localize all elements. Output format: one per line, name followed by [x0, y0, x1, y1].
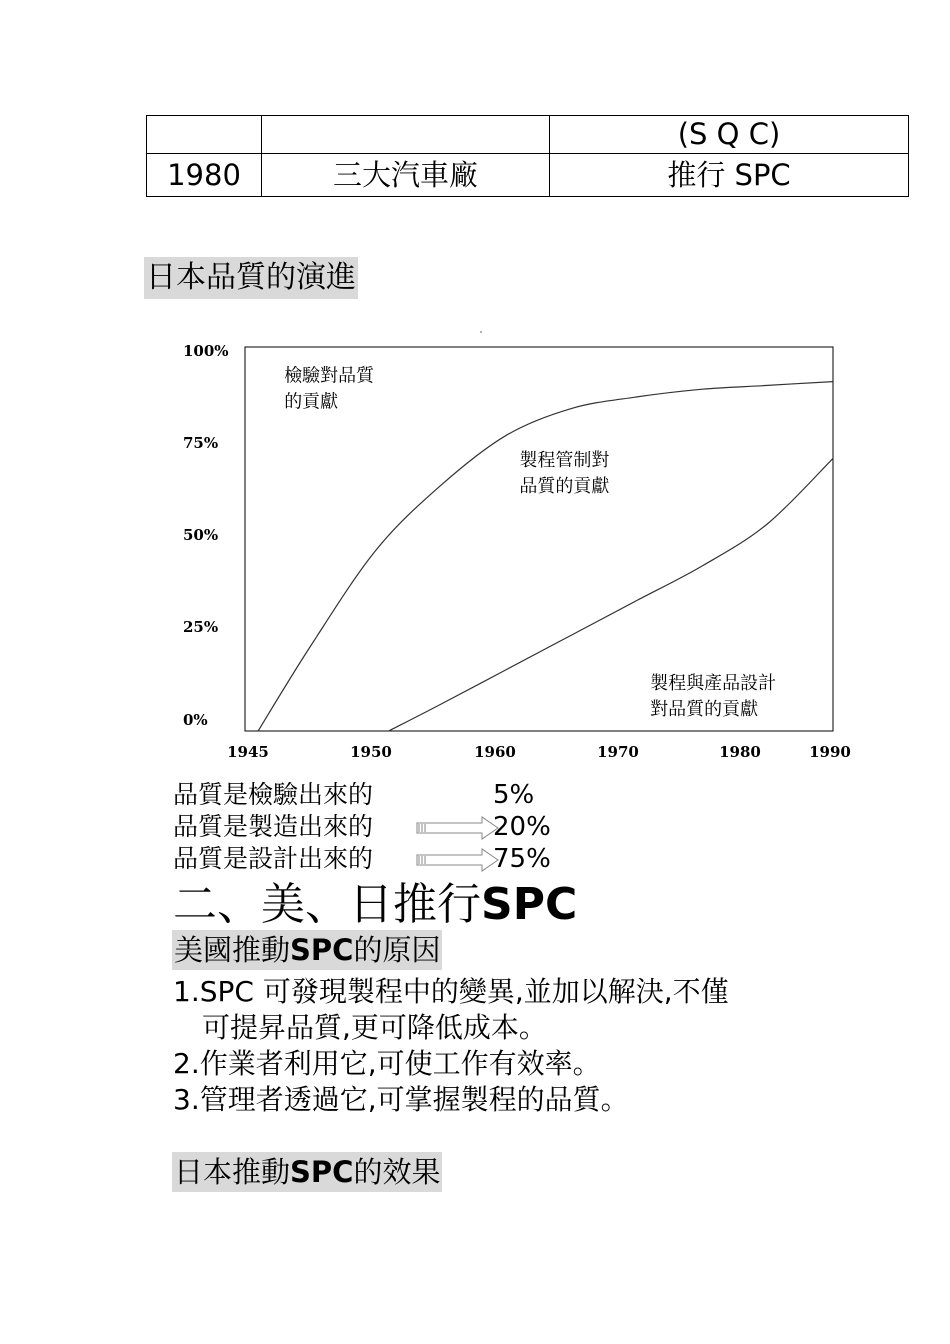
table-cell-action: 推行 SPC — [550, 154, 909, 197]
x-tick-label: 1970 — [597, 743, 639, 761]
stat-row — [173, 811, 551, 843]
chart-svg — [170, 330, 870, 770]
y-tick-label: 25% — [183, 618, 219, 636]
stat-value: 5% — [493, 780, 535, 810]
table-cell — [262, 116, 550, 154]
chart-annotation: 對品質的貢獻 — [650, 698, 759, 720]
stat-value: 20% — [493, 812, 551, 842]
chart-annotation: 品質的貢獻 — [519, 476, 610, 497]
stat-value: 75% — [493, 844, 551, 874]
x-tick-label: 1980 — [719, 743, 761, 761]
table-cell — [147, 116, 262, 154]
us-reasons-list — [173, 974, 729, 1118]
section-heading-japan-quality: 日本品質的演進 — [144, 257, 358, 299]
y-tick-label: 100% — [183, 342, 229, 360]
heading-text: 的原因 — [353, 933, 441, 967]
main-heading-spc: SPC — [481, 879, 578, 930]
list-item: 2.作業者利用它,可使工作有效率。 — [173, 1047, 601, 1080]
x-tick-label: 1990 — [809, 743, 851, 761]
stat-label: 品質是製造出來的 — [173, 812, 374, 841]
heading-text: 的效果 — [353, 1155, 441, 1189]
list-item: 3.管理者透過它,可掌握製程的品質。 — [173, 1083, 629, 1116]
stat-row — [173, 843, 551, 875]
stat-label: 品質是檢驗出來的 — [173, 780, 374, 809]
stats-list — [173, 779, 551, 875]
stat-label: 品質是設計出來的 — [173, 844, 374, 873]
chart-annotation: 製程管制對 — [519, 450, 610, 471]
x-tick-label: 1950 — [350, 743, 392, 761]
table-row — [147, 116, 909, 154]
x-tick-label: 1945 — [227, 743, 269, 761]
table-cell-year: 1980 — [147, 154, 262, 197]
main-heading — [173, 880, 577, 930]
chart-annotation: 檢驗對品質 — [284, 365, 375, 387]
y-tick-label: 75% — [183, 434, 219, 452]
y-tick-label: 50% — [183, 526, 219, 544]
heading-spc: SPC — [290, 1155, 354, 1189]
heading-text: 日本推動 — [174, 1155, 291, 1189]
y-tick-label: 0% — [183, 711, 208, 729]
list-item-continued: 可提昇品質,更可降低成本。 — [202, 1011, 547, 1044]
chart-annotation: 製程與產品設計 — [650, 672, 777, 694]
stat-row — [173, 779, 535, 811]
section-heading-us — [172, 930, 442, 970]
heading-text: 美國推動 — [174, 933, 291, 967]
arrow-right-icon — [416, 848, 500, 872]
list-item: 1.SPC 可發現製程中的變異,並加以解決,不僅 — [173, 975, 729, 1008]
table-cell-company: 三大汽車廠 — [262, 154, 550, 197]
main-heading-text: 二、美、日推行 — [173, 879, 481, 930]
quality-evolution-chart — [170, 330, 870, 770]
history-table — [146, 115, 909, 197]
section-heading-japan — [172, 1152, 442, 1192]
table-cell: (S Q C) — [550, 116, 909, 154]
arrow-right-icon — [416, 816, 500, 840]
x-tick-label: 1960 — [474, 743, 516, 761]
heading-spc: SPC — [290, 933, 354, 967]
chart-annotation: 的貢獻 — [284, 391, 339, 413]
table-row — [147, 154, 909, 197]
